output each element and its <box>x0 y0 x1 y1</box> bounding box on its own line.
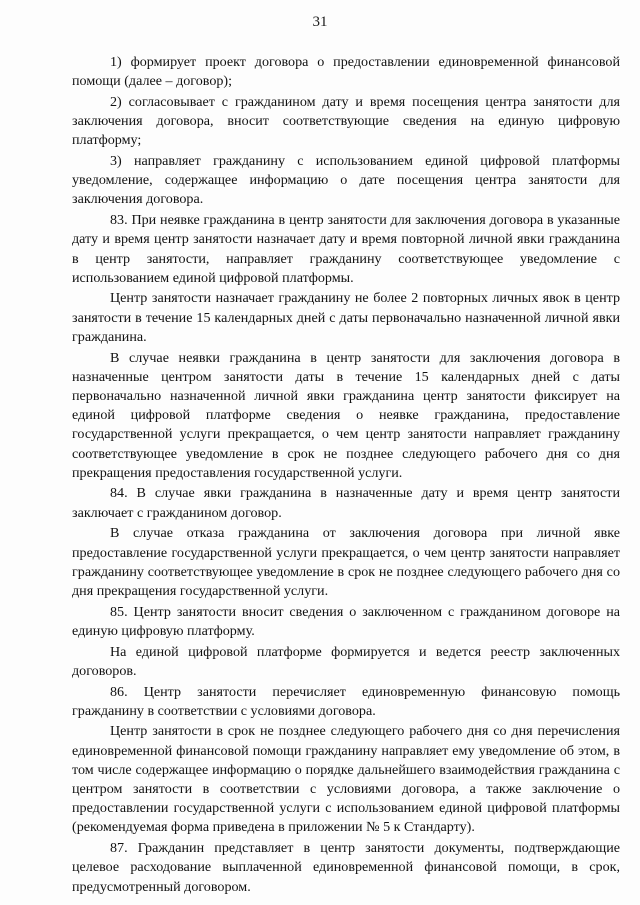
paragraph-item-1-form-contract: 1) формирует проект договора о предоставлении единовременной финансовой помощи (далее – договор); <box>72 54 620 90</box>
paragraph-84-refusal: В случае отказа гражданина от заключения договора при личной явке предоставление государственной услуги прекращается, о чем центр занятости направляет гражданину соответствующее уведомление в срок не позднее следующего рабочего дня со дня прекращения государственной услуги. <box>72 525 620 599</box>
paragraph-86-notice: Центр занятости в срок не позднее следующего рабочего дня со дня перечисления единовременной финансовой помощи гражданину направляет ему уведомление об этом, в том числе содержащее информацию о порядке дальнейшего взаимодействия гражданина с центром занятости в соответствии с условиями договора, а также заключение о предоставлении государственной услуги с использованием единой цифровой платформы (рекомендуемая форма приведена в приложении № 5 к Стандарту). <box>72 723 620 836</box>
document-body <box>72 53 620 898</box>
paragraph-84-contract: 84. В случае явки гражданина в назначенные дату и время центр занятости заключает с гражданином договор. <box>72 485 620 521</box>
paragraph-86-transfer: 86. Центр занятости перечисляет единовременную финансовую помощь гражданину в соответствии с условиями договора. <box>72 683 620 719</box>
paragraph-87-documents: 87. Гражданин представляет в центр занятости документы, подтверждающие целевое расходование выплаченной единовременной финансовой помощи, в срок, предусмотренный договором. <box>72 840 620 895</box>
paragraph-85-platform-record: 85. Центр занятости вносит сведения о заключенном с гражданином договоре на единую цифровую платформу. <box>72 603 620 639</box>
paragraph-item-2-agree-date: 2) согласовывает с гражданином дату и время посещения центра занятости для заключения договора, вносит соответствующие сведения на единую цифровую платформу; <box>72 93 620 149</box>
paragraph-83-repeat-visits: Центр занятости назначает гражданину не более 2 повторных личных явок в центр занятости в течение 15 календарных дней с даты первоначально назначенной личной явки гражданина. <box>72 290 620 345</box>
page-number: 31 <box>312 14 328 30</box>
paragraph-85-registry: На единой цифровой платформе формируется и ведется реестр заключенных договоров. <box>72 643 620 679</box>
paragraph-83-no-show: 83. При неявке гражданина в центр занятости для заключения договора в указанные дату и время центр занятости назначает дату и время повторной личной явки гражданина в центр занятости, направляет гражданину соответствующее уведомление с использованием единой цифровой платформы. <box>72 212 620 286</box>
paragraph-item-3-send-notice: 3) направляет гражданину с использованием единой цифровой платформы уведомление, содержащее информацию о дате посещения центра занятости для заключения договора. <box>72 153 620 208</box>
paragraph-83-termination: В случае неявки гражданина в центр занятости для заключения договора в назначенные центром занятости даты в течение 15 календарных дней с даты первоначально назначенной личной явки гражданина центр занятости фиксирует на единой цифровой платформе сведения о неявке гражданина, предоставление государственной услуги прекращается, о чем центр занятости направляет гражданину соответствующее уведомление в срок не позднее следующего рабочего дня со дня прекращения предоставления государственной услуги. <box>72 349 620 481</box>
